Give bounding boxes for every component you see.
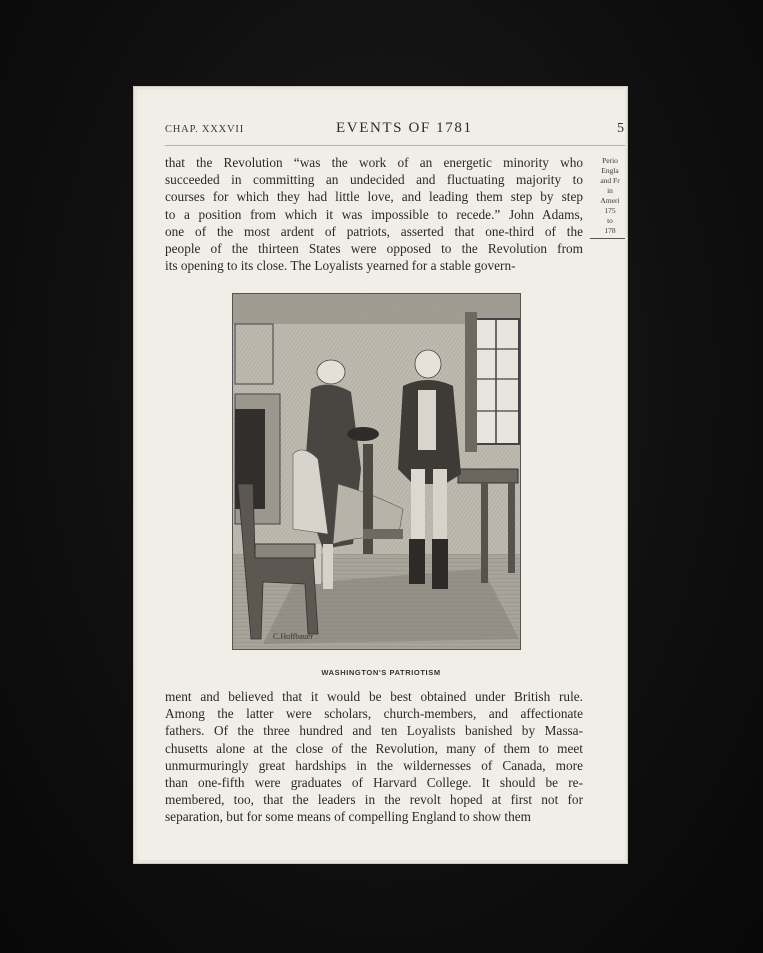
page-title: EVENTS OF 1781 — [336, 120, 473, 136]
sidenote-line: 175 — [604, 206, 616, 215]
chapter-label: CHAP. XXXVII — [165, 124, 245, 135]
sidenote-line: 178 — [604, 226, 616, 235]
text-line: people of the thirteen States were opposed to the Revolution from — [165, 241, 583, 257]
text-line: its opening to its close. The Loyalists yearned for a stable govern- — [165, 258, 516, 274]
engraving-image — [233, 294, 520, 649]
sidenote-line: to — [607, 216, 613, 225]
sidenote-line: Engla — [601, 166, 619, 175]
illustration-caption: WASHINGTON'S PATRIOTISM — [321, 668, 441, 677]
sidenote-line: Ameri — [600, 196, 620, 205]
illustration-engraving — [232, 293, 521, 650]
sidenote-line: Perio — [602, 156, 618, 165]
text-line: that the Revolution “was the work of an energetic minority who — [165, 155, 583, 170]
text-line: Among the latter were scholars, church-members, and affectionate — [165, 706, 583, 722]
text-line: than one-fifth were graduates of Harvard College. It should be re- — [165, 775, 583, 791]
sidenote-line: in — [607, 186, 613, 195]
body-text-bottom — [165, 688, 583, 826]
body-text-top — [165, 154, 583, 274]
running-head — [165, 120, 625, 140]
text-line: membered, too, that the leaders in the revolt hoped at first not for — [165, 792, 583, 808]
text-line: separation, but for some means of compelling England to show them — [165, 809, 531, 825]
margin-sidenote — [590, 156, 625, 239]
text-line: courses for which they had little love, and leading them step by step — [165, 189, 583, 205]
text-line: succeeded in committing an undecided and fluctuating majority to — [165, 172, 583, 188]
text-line: fathers. Of the three hundred and ten Loyalists banished by Massa- — [165, 723, 583, 739]
text-line: one of the most ardent of patriots, asserted that one-third of the — [165, 223, 583, 239]
text-line: to a position from which it was impossible to recede.” John Adams, — [165, 206, 583, 222]
text-line: chusetts alone at the close of the Revolution, many of them to meet — [165, 740, 583, 756]
book-page — [137, 90, 625, 860]
page-number: 5 — [617, 121, 624, 136]
header-rule — [165, 145, 625, 146]
sidenote-line: and Fr — [600, 176, 620, 185]
text-line: unmurmuringly great hardships in the wildernesses of Canada, more — [165, 757, 583, 773]
text-line: ment and believed that it would be best obtained under British rule. — [165, 689, 583, 704]
artist-signature: C.Hoffbauer — [273, 632, 314, 641]
